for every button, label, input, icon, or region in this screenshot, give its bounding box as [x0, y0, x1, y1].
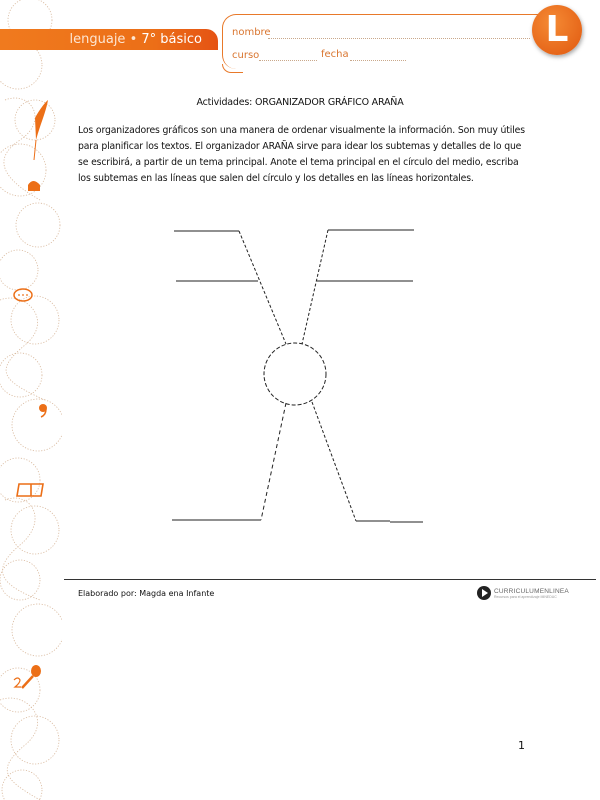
page-number: 1 [518, 739, 525, 752]
subject-logo: L [532, 5, 582, 55]
main-topic-circle[interactable] [264, 343, 326, 405]
footer-author: Elaborado por: Magda ena Infante [78, 589, 215, 598]
subtopic-line-bottom-right[interactable] [312, 402, 356, 521]
date-label: fecha [321, 49, 349, 60]
brand-tagline: Recursos para el aprendizaje MINEDUC [494, 594, 557, 599]
course-label: curso [232, 50, 260, 61]
name-label: nombre [232, 27, 271, 38]
activity-instructions: Los organizadores gráficos son una manera de ordenar visualmente la información. Son muy útiles para planificar los textos. El organizador ARAÑA sirve para idear los subtemas y detalles de lo que se escribirá, a partir de un tema principal. Anote el tema principal en el círculo del medio, escriba los subtemas en las líneas que salen del círculo y los detalles en las líneas horizontales. [78, 125, 525, 184]
subtopic-line-bottom-left[interactable] [261, 403, 286, 520]
activity-title: Actividades: ORGANIZADOR GRÁFICO ARAÑA [196, 97, 404, 108]
subject-label: lenguaje [69, 32, 126, 47]
subtopic-line-top-left[interactable] [239, 231, 286, 344]
footer-brand-logo [477, 586, 569, 600]
footer-divider [64, 579, 596, 580]
brand-name: CURRICULUMENLINEA [494, 587, 569, 595]
subtopic-line-top-right[interactable] [302, 230, 328, 344]
play-icon [477, 586, 491, 600]
grade-label: 7° básico [141, 32, 202, 47]
banner-separator: • [129, 32, 138, 47]
